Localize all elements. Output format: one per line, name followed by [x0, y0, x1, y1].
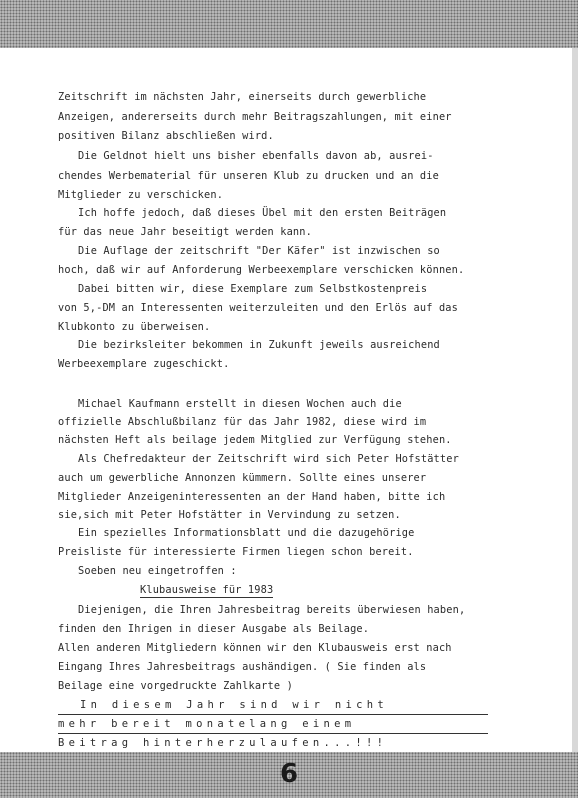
notice-line: In diesem Jahr sind wir nicht [80, 699, 389, 711]
section-heading: Klubausweise für 1983 [140, 584, 274, 596]
body-line: Werbeexemplare zugeschickt. [58, 358, 230, 370]
body-line: Die bezirksleiter bekommen in Zukunft jeweils ausreichend [78, 339, 440, 351]
body-line: Ein spezielles Informationsblatt und die dazugehörige [78, 527, 415, 539]
body-line: positiven Bilanz abschließen wird. [58, 130, 274, 142]
body-line: Mitglieder zu verschicken. [58, 189, 224, 201]
body-line: Mitglieder Anzeigeninteressenten an der Hand haben, bitte ich [58, 491, 446, 503]
body-line: finden den Ihrigen in dieser Ausgabe als Beilage. [58, 623, 370, 635]
body-line: auch um gewerbliche Annonzen kümmern. Sollte eines unserer [58, 472, 427, 484]
body-line: nächsten Heft als beilage jedem Mitglied zur Verfügung stehen. [58, 434, 452, 446]
notice-line: Beitrag hinterherzulaufen...!!! [58, 737, 388, 749]
notice-line: mehr bereit monatelang einem [58, 718, 356, 730]
body-line: von 5,-DM an Interessenten weiterzuleiten und den Erlös auf das [58, 302, 459, 314]
top-scan-border [0, 0, 578, 48]
body-line: Als Chefredakteur der Zeitschrift wird sich Peter Hofstätter [78, 453, 459, 465]
body-line: Klubkonto zu überweisen. [58, 321, 211, 333]
body-line: Allen anderen Mitgliedern können wir den Klubausweis erst nach [58, 642, 452, 654]
body-line: Die Geldnot hielt uns bisher ebenfalls davon ab, ausrei- [78, 150, 434, 162]
body-line: Ich hoffe jedoch, daß dieses Übel mit den ersten Beiträgen [78, 207, 447, 219]
body-line: für das neue Jahr beseitigt werden kann. [58, 226, 312, 238]
body-line: sie,sich mit Peter Hofstätter in Vervindung zu setzen. [58, 509, 401, 521]
body-line: Michael Kaufmann erstellt in diesen Wochen auch die [78, 398, 402, 410]
body-line: Dabei bitten wir, diese Exemplare zum Selbstkostenpreis [78, 283, 428, 295]
notice-underline [58, 733, 488, 734]
body-line: Diejenigen, die Ihren Jahresbeitrag bereits überwiesen haben, [78, 604, 466, 616]
body-line: Preisliste für interessierte Firmen liegen schon bereit. [58, 546, 414, 558]
body-line: Zeitschrift im nächsten Jahr, einerseits durch gewerbliche [58, 91, 427, 103]
body-line: hoch, daß wir auf Anforderung Werbeexemplare verschicken können. [58, 264, 465, 276]
page-number: 6 [279, 759, 299, 789]
body-line: Beilage eine vorgedruckte Zahlkarte ) [58, 680, 293, 692]
body-line: offizielle Abschlußbilanz für das Jahr 1982, diese wird im [58, 416, 427, 428]
body-line: Die Auflage der zeitschrift "Der Käfer" ist inzwischen so [78, 245, 440, 257]
body-line: Soeben neu eingetroffen : [78, 565, 237, 577]
body-line: Anzeigen, andererseits durch mehr Beitragszahlungen, mit einer [58, 111, 452, 123]
document-body [0, 80, 578, 749]
body-line: chendes Werbematerial für unseren Klub zu drucken und an die [58, 170, 439, 182]
body-line: Eingang Ihres Jahresbeitrags aushändigen. ( Sie finden als [58, 661, 427, 673]
notice-underline [58, 714, 488, 715]
